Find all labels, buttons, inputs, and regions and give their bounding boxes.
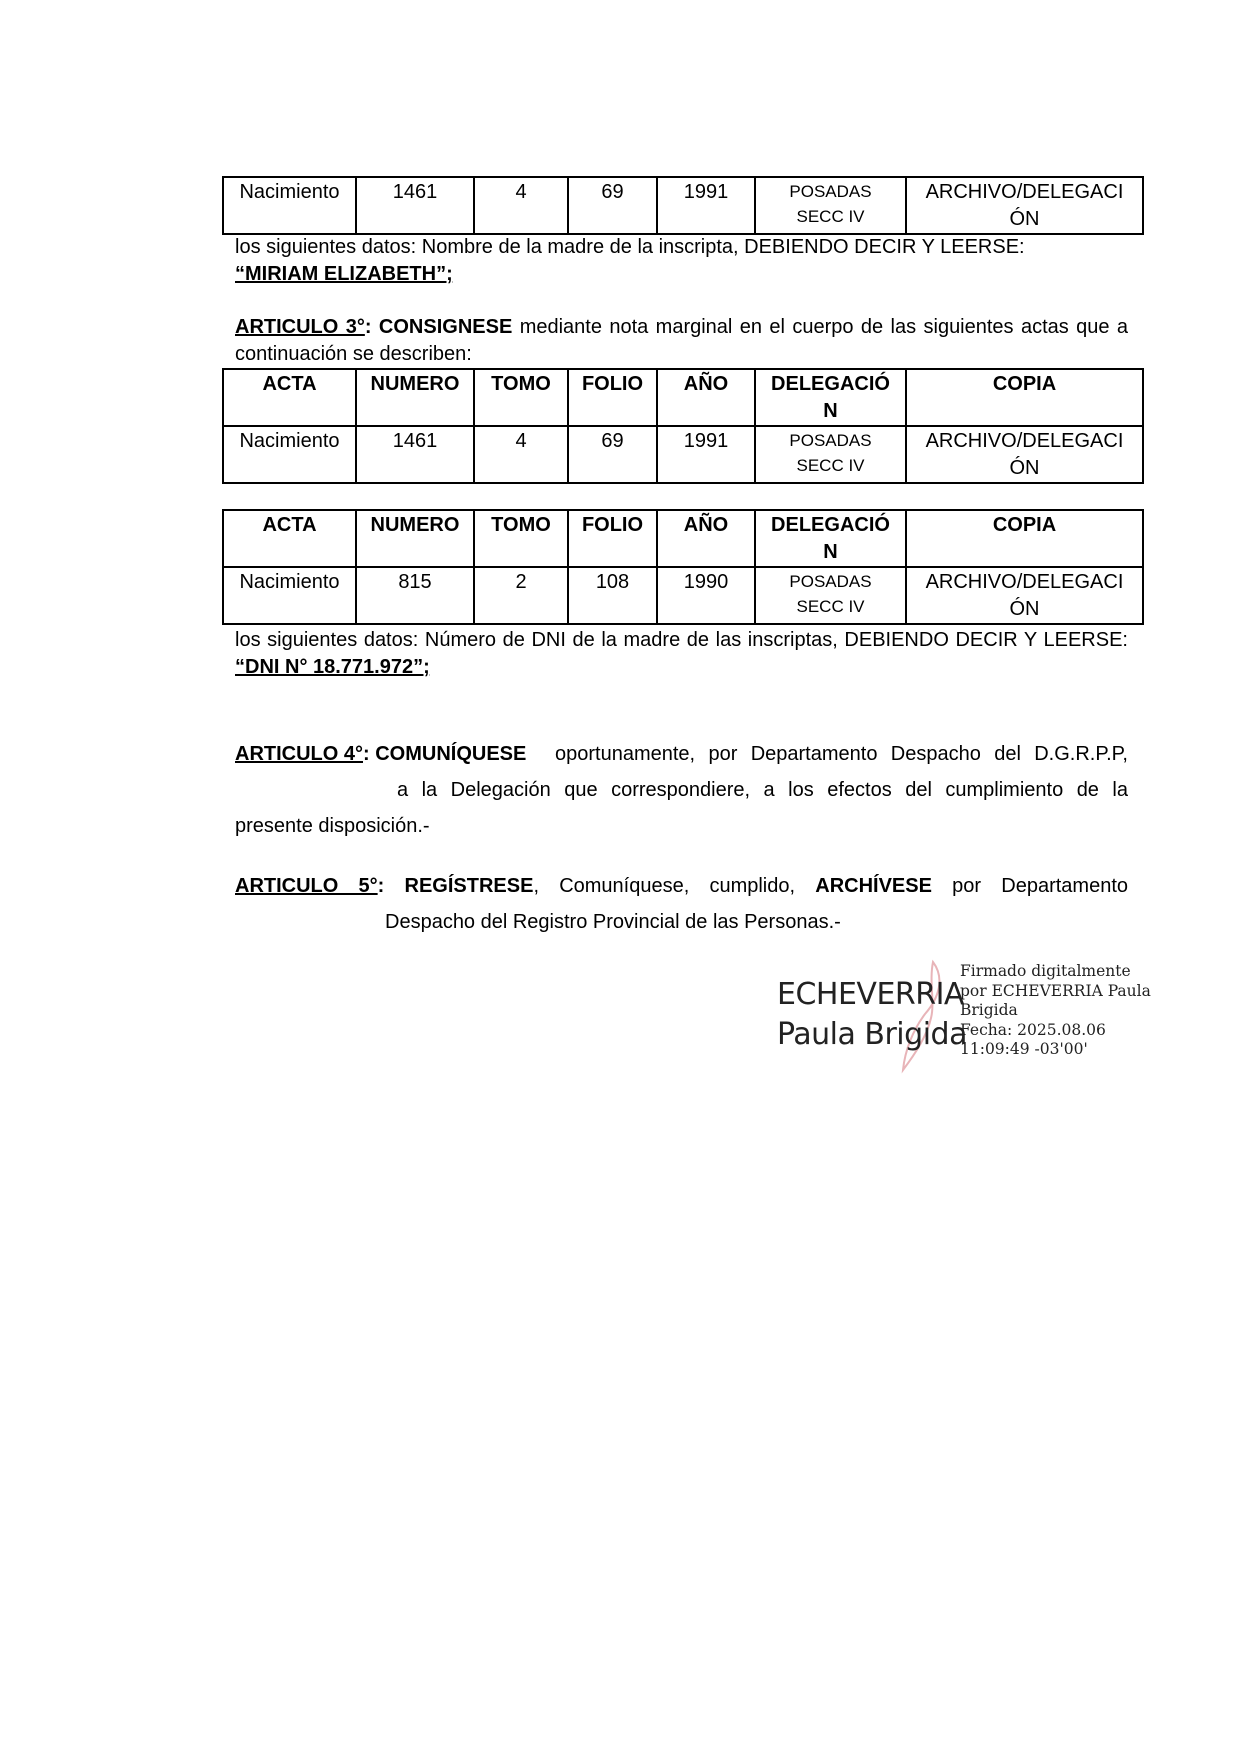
article-5-mid: , Comuníquese, cumplido, — [533, 875, 796, 897]
highlighted-value: “DNI N° 18.771.972”; — [235, 656, 430, 678]
delegacion-line2: SECC IV — [796, 597, 865, 616]
header-copia: COPIA — [906, 369, 1143, 426]
article-5-colon: : — [377, 875, 385, 897]
folio-cell: 69 — [568, 426, 657, 483]
copia-line1: ARCHIVO/DELEGACI — [925, 181, 1124, 203]
signer-given-names: Paula Brigida — [777, 1017, 967, 1052]
tomo-cell: 4 — [474, 426, 568, 483]
delegacion-line1: POSADAS — [789, 572, 872, 591]
folio-cell: 108 — [568, 567, 657, 624]
table-row — [223, 177, 1143, 234]
delegacion-line1: POSADAS — [789, 431, 872, 450]
header-tomo: TOMO — [474, 369, 568, 426]
signature-info-line3: Brigida — [960, 1001, 1018, 1019]
header-tomo: TOMO — [474, 510, 568, 567]
header-numero: NUMERO — [356, 369, 474, 426]
article-4-line3: presente disposición.- — [235, 815, 430, 837]
paragraph-mother-name — [235, 234, 1128, 288]
copia-cell — [906, 177, 1143, 234]
signature-details — [960, 962, 1151, 1060]
article-5-line2: Despacho del Registro Provincial de las Personas.- — [385, 911, 841, 933]
folio-cell: 69 — [568, 177, 657, 234]
signer-surname: ECHEVERRIA — [777, 977, 964, 1012]
delegacion-line1: POSADAS — [789, 182, 872, 201]
header-anio: AÑO — [657, 369, 755, 426]
signer-name — [777, 975, 967, 1055]
header-acta: ACTA — [223, 510, 356, 567]
copia-line2: ÓN — [1009, 208, 1040, 230]
copia-line2: ÓN — [1009, 457, 1040, 479]
table-row — [223, 426, 1143, 483]
delegacion-line2: SECC IV — [796, 456, 865, 475]
article-5-tail: por Departamento — [952, 875, 1129, 897]
header-delegacion — [755, 510, 906, 567]
article-4-line1: oportunamente, por Departamento Despacho del D.G.R.P.P, — [555, 743, 1128, 765]
article-4-line2: a la Delegación que correspondiere, a los efectos del cumplimiento de la — [397, 779, 1128, 801]
acta-cell: Nacimiento — [223, 426, 356, 483]
acta-cell: Nacimiento — [223, 567, 356, 624]
acta-table-continued — [222, 176, 1144, 235]
header-delegacion — [755, 369, 906, 426]
header-delegacion-line1: DELEGACIÓ — [771, 373, 890, 395]
article-4-verb: COMUNÍQUESE — [375, 743, 527, 765]
paragraph-text: los siguientes datos: Nombre de la madre de la inscripta, DEBIENDO DECIR Y LEERSE: — [235, 236, 1025, 258]
header-delegacion-line2: N — [823, 400, 838, 422]
signature-info-line5: 11:09:49 -03'00' — [960, 1040, 1088, 1058]
acta-cell: Nacimiento — [223, 177, 356, 234]
highlighted-value: “MIRIAM ELIZABETH”; — [235, 263, 453, 285]
article-3-colon: : — [364, 316, 372, 338]
anio-cell: 1991 — [657, 177, 755, 234]
article-4-heading — [235, 736, 526, 772]
paragraph-mother-dni — [235, 627, 1128, 681]
copia-line2: ÓN — [1009, 598, 1040, 620]
paragraph-text: los siguientes datos: Número de DNI de la madre de las inscriptas, DEBIENDO DECIR Y LEERSE: — [235, 629, 1128, 651]
table-header-row — [223, 510, 1143, 567]
header-acta: ACTA — [223, 369, 356, 426]
article-5-verb2: ARCHÍVESE — [815, 875, 932, 897]
signature-info-line4: Fecha: 2025.08.06 — [960, 1020, 1106, 1039]
anio-cell: 1990 — [657, 567, 755, 624]
numero-cell: 1461 — [356, 177, 474, 234]
acta-table-2 — [222, 509, 1144, 625]
numero-cell: 815 — [356, 567, 474, 624]
article-3 — [235, 314, 1128, 368]
header-anio: AÑO — [657, 510, 755, 567]
article-4-label: ARTICULO 4° — [235, 743, 363, 765]
article-5-label: ARTICULO 5° — [235, 875, 378, 897]
delegacion-cell — [755, 567, 906, 624]
header-folio: FOLIO — [568, 510, 657, 567]
copia-cell — [906, 426, 1143, 483]
article-5-verb1: REGÍSTRESE — [404, 875, 534, 897]
signature-info-line2: por ECHEVERRIA Paula — [960, 981, 1151, 1000]
copia-line1: ARCHIVO/DELEGACI — [925, 571, 1124, 593]
article-5-heading — [235, 868, 1128, 904]
header-numero: NUMERO — [356, 510, 474, 567]
anio-cell: 1991 — [657, 426, 755, 483]
delegacion-line2: SECC IV — [796, 207, 865, 226]
header-folio: FOLIO — [568, 369, 657, 426]
delegacion-cell — [755, 426, 906, 483]
article-3-verb: CONSIGNESE — [378, 316, 513, 338]
copia-cell — [906, 567, 1143, 624]
signature-info-line1: Firmado digitalmente — [960, 962, 1131, 980]
article-4-colon: : — [363, 743, 370, 765]
header-copia: COPIA — [906, 510, 1143, 567]
header-delegacion-line2: N — [823, 541, 838, 563]
delegacion-cell — [755, 177, 906, 234]
header-delegacion-line1: DELEGACIÓ — [771, 514, 890, 536]
article-3-label: ARTICULO 3° — [235, 316, 365, 338]
table-row — [223, 567, 1143, 624]
article-3-text: mediante nota marginal en el cuerpo de las siguientes actas que a continuación se describen: — [235, 316, 1129, 365]
copia-line1: ARCHIVO/DELEGACI — [925, 430, 1124, 452]
tomo-cell: 4 — [474, 177, 568, 234]
numero-cell: 1461 — [356, 426, 474, 483]
tomo-cell: 2 — [474, 567, 568, 624]
table-header-row — [223, 369, 1143, 426]
acta-table-1 — [222, 368, 1144, 484]
